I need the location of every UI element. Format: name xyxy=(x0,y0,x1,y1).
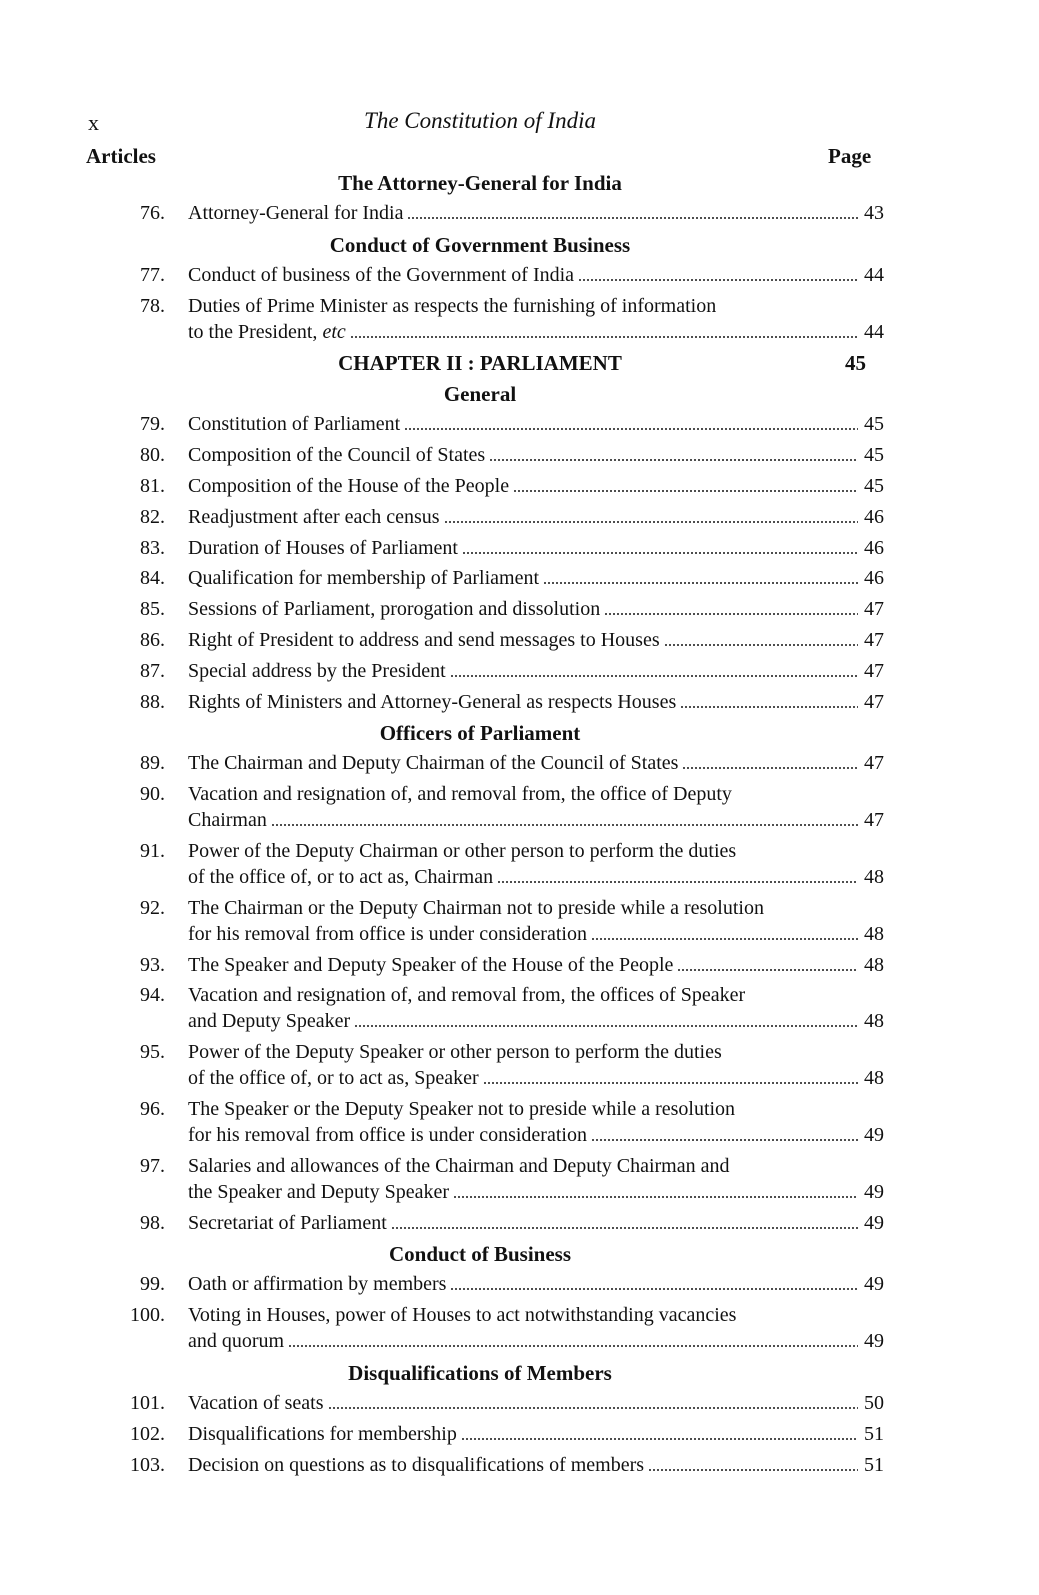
dot-leader xyxy=(288,1344,858,1348)
dot-leader xyxy=(354,1024,858,1028)
article-title-line: Conduct of business of the Government of India xyxy=(188,263,575,286)
dot-leader xyxy=(648,1468,858,1472)
article-number: 76. xyxy=(140,202,165,224)
article-title-row xyxy=(188,413,884,436)
dot-leader xyxy=(513,489,858,493)
article-title-line: The Speaker and Deputy Speaker of the House of the People xyxy=(188,953,674,976)
dot-leader xyxy=(391,1226,858,1230)
article-title-line: Sessions of Parliament, prorogation and dissolution xyxy=(188,598,601,621)
article-number: 97. xyxy=(140,1154,165,1177)
article-number: 84. xyxy=(140,567,165,590)
article-title-row xyxy=(188,264,884,287)
page-number: 48 xyxy=(864,953,884,976)
article-title-line: Duration of Houses of Parliament xyxy=(188,536,458,559)
article-title-row xyxy=(188,321,884,344)
article-title-row xyxy=(188,923,884,946)
page-number: 48 xyxy=(864,1010,884,1033)
article-title-row xyxy=(188,809,884,832)
article-number: 99. xyxy=(140,1273,165,1296)
article-number: 81. xyxy=(140,475,165,497)
article-title-row xyxy=(188,1330,884,1353)
dot-leader xyxy=(328,1406,858,1410)
article-title-row xyxy=(188,202,884,225)
article-title-line: The Chairman and Deputy Chairman of the Council of States xyxy=(188,752,679,775)
article-title-line: Power of the Deputy Speaker or other person to perform the duties xyxy=(188,1041,722,1064)
page-number: 44 xyxy=(864,320,884,343)
article-title-row xyxy=(188,1392,884,1415)
page-number: 49 xyxy=(864,1180,884,1203)
article-title-line: Vacation and resignation of, and removal from, the office of Deputy xyxy=(188,783,732,806)
article-title-line: Decision on questions as to disqualifications of members xyxy=(188,1453,645,1476)
page-number: 45 xyxy=(864,475,884,497)
articles-column-heading: Articles xyxy=(86,144,156,168)
page-number: 47 xyxy=(864,752,884,775)
article-title-line: Rights of Ministers and Attorney-General as respects Houses xyxy=(188,690,677,713)
section-heading: Disqualifications of Members xyxy=(348,1361,612,1385)
page-number: 49 xyxy=(864,1124,884,1146)
page-number: 48 xyxy=(864,1067,884,1090)
article-number: 85. xyxy=(140,598,165,621)
dot-leader xyxy=(497,880,858,884)
page-number: 49 xyxy=(864,1273,884,1296)
article-title-line: and Deputy Speaker xyxy=(188,1010,351,1033)
page-number: 49 xyxy=(864,1211,884,1234)
dot-leader xyxy=(483,1081,858,1085)
page-number: 43 xyxy=(864,202,884,224)
dot-leader xyxy=(591,937,858,941)
page-number: 48 xyxy=(864,922,884,945)
page-number: 45 xyxy=(864,444,884,467)
page-number: 51 xyxy=(864,1422,884,1445)
article-title-row xyxy=(188,1124,884,1147)
article-title-line: Salaries and allowances of the Chairman and Deputy Chairman and xyxy=(188,1154,730,1177)
article-number: 90. xyxy=(140,783,165,806)
article-title-line: for his removal from office is under consideration xyxy=(188,922,587,945)
article-title-line: Readjustment after each census xyxy=(188,505,440,528)
article-title-row xyxy=(188,1010,884,1033)
article-title-row xyxy=(188,1423,884,1446)
page-column-heading: Page xyxy=(828,144,872,168)
dot-leader xyxy=(543,581,858,585)
article-title-row xyxy=(188,691,884,714)
article-title-row xyxy=(188,444,884,467)
running-head xyxy=(0,108,1039,140)
article-title-row xyxy=(188,537,884,560)
article-title-line: Power of the Deputy Chairman or other person to perform the duties xyxy=(188,840,737,862)
article-title-line: and quorum xyxy=(188,1330,285,1353)
article-number: 88. xyxy=(140,690,165,713)
section-heading: Officers of Parliament xyxy=(379,721,581,746)
page-number: 47 xyxy=(864,659,884,682)
page-number: 45 xyxy=(864,413,884,436)
dot-leader xyxy=(680,705,858,709)
article-number: 101. xyxy=(130,1392,165,1414)
article-number: 96. xyxy=(140,1098,165,1120)
article-title-line: of the office of, or to act as, Speaker xyxy=(188,1067,479,1090)
page-number: 49 xyxy=(864,1330,884,1353)
article-number: 77. xyxy=(140,263,165,286)
article-number: 100. xyxy=(130,1304,165,1327)
section-heading: Conduct of Government Business xyxy=(329,232,631,257)
page-number: 46 xyxy=(864,567,884,590)
dot-leader xyxy=(453,1195,858,1199)
article-title-row xyxy=(188,629,884,652)
article-title-row xyxy=(188,506,884,529)
section-heading: The Attorney-General for India xyxy=(338,171,622,195)
page-number: 46 xyxy=(864,505,884,528)
article-number: 89. xyxy=(140,752,165,775)
article-title-row xyxy=(188,598,884,621)
article-number: 98. xyxy=(140,1211,165,1234)
dot-leader xyxy=(404,427,858,431)
article-number: 91. xyxy=(140,840,165,862)
article-title-line: The Chairman or the Deputy Chairman not to preside while a resolution xyxy=(188,896,764,919)
dot-leader xyxy=(578,278,858,282)
article-title-line: the Speaker and Deputy Speaker xyxy=(188,1180,450,1203)
page-number: 46 xyxy=(864,536,884,559)
article-title-row xyxy=(188,1212,884,1235)
article-number: 79. xyxy=(140,413,165,436)
article-title-row xyxy=(188,1273,884,1296)
page-number: 47 xyxy=(864,690,884,713)
article-number: 94. xyxy=(140,984,165,1007)
article-number: 86. xyxy=(140,629,165,651)
page-number-roman: x xyxy=(88,110,99,135)
book-title: The Constitution of India xyxy=(364,108,596,133)
article-number: 80. xyxy=(140,444,165,467)
dot-leader xyxy=(604,612,858,616)
article-number: 78. xyxy=(140,294,165,317)
dot-leader xyxy=(444,520,858,524)
dot-leader xyxy=(450,1287,858,1291)
dot-leader xyxy=(677,968,858,972)
article-title-row xyxy=(188,1181,884,1204)
article-title-line: Right of President to address and send messages to Houses xyxy=(188,629,660,651)
article-title-line: Voting in Houses, power of Houses to act notwithstanding vacancies xyxy=(188,1304,737,1327)
article-title-row xyxy=(188,475,884,498)
dot-leader xyxy=(461,1437,858,1441)
article-title-row xyxy=(188,1454,884,1477)
dot-leader xyxy=(682,766,858,770)
article-title-line: Constitution of Parliament xyxy=(188,413,401,436)
article-title-row xyxy=(188,866,884,889)
dot-leader xyxy=(271,823,858,827)
article-number: 93. xyxy=(140,953,165,976)
page-number: 47 xyxy=(864,598,884,621)
dot-leader xyxy=(664,643,858,647)
article-title-line: Composition of the House of the People xyxy=(188,475,510,497)
article-title-line: Disqualifications for membership xyxy=(188,1422,457,1445)
dot-leader xyxy=(591,1138,858,1142)
dot-leader xyxy=(350,335,858,339)
article-title-line: Vacation and resignation of, and removal from, the offices of Speaker xyxy=(188,984,746,1007)
article-title-row xyxy=(188,567,884,590)
page-number: 51 xyxy=(864,1453,884,1476)
article-number: 83. xyxy=(140,536,165,559)
dot-leader xyxy=(407,216,858,220)
article-number: 95. xyxy=(140,1041,165,1064)
article-title-line: Attorney-General for India xyxy=(188,202,404,224)
page-number: 44 xyxy=(864,263,884,286)
chapter-page-number: 45 xyxy=(845,351,866,376)
article-number: 103. xyxy=(130,1453,165,1476)
dot-leader xyxy=(489,458,858,462)
section-heading: Conduct of Business xyxy=(388,1242,572,1267)
article-title-row xyxy=(188,752,884,775)
page-number: 47 xyxy=(864,629,884,651)
article-title-line: Oath or affirmation by members xyxy=(188,1273,447,1296)
article-title-line: Duties of Prime Minister as respects the furnishing of information xyxy=(188,294,717,317)
section-heading: General xyxy=(443,382,517,407)
article-title-line: Vacation of seats xyxy=(188,1392,324,1414)
page-number: 50 xyxy=(864,1392,884,1414)
article-title-row xyxy=(188,660,884,683)
article-title-line: Composition of the Council of States xyxy=(188,444,486,467)
article-title-line: The Speaker or the Deputy Speaker not to preside while a resolution xyxy=(188,1098,736,1120)
article-number: 87. xyxy=(140,659,165,682)
article-title-line: Qualification for membership of Parliament xyxy=(188,567,540,590)
dot-leader xyxy=(462,551,858,555)
page-number: 48 xyxy=(864,866,884,888)
dot-leader xyxy=(450,674,858,678)
article-title-line: of the office of, or to act as, Chairman xyxy=(188,866,494,888)
article-title-line: to the President, etc xyxy=(188,320,346,343)
article-number: 82. xyxy=(140,505,165,528)
article-title-line: for his removal from office is under consideration xyxy=(188,1124,587,1146)
article-number: 102. xyxy=(130,1422,165,1445)
article-title-row xyxy=(188,1067,884,1090)
article-title-line: Special address by the President xyxy=(188,659,446,682)
article-title-line: Chairman xyxy=(188,809,267,832)
article-title-row xyxy=(188,954,884,977)
article-title-line: Secretariat of Parliament xyxy=(188,1211,387,1234)
page-number: 47 xyxy=(864,809,884,832)
chapter-title: CHAPTER II : PARLIAMENT xyxy=(338,351,622,376)
article-number: 92. xyxy=(140,896,165,919)
